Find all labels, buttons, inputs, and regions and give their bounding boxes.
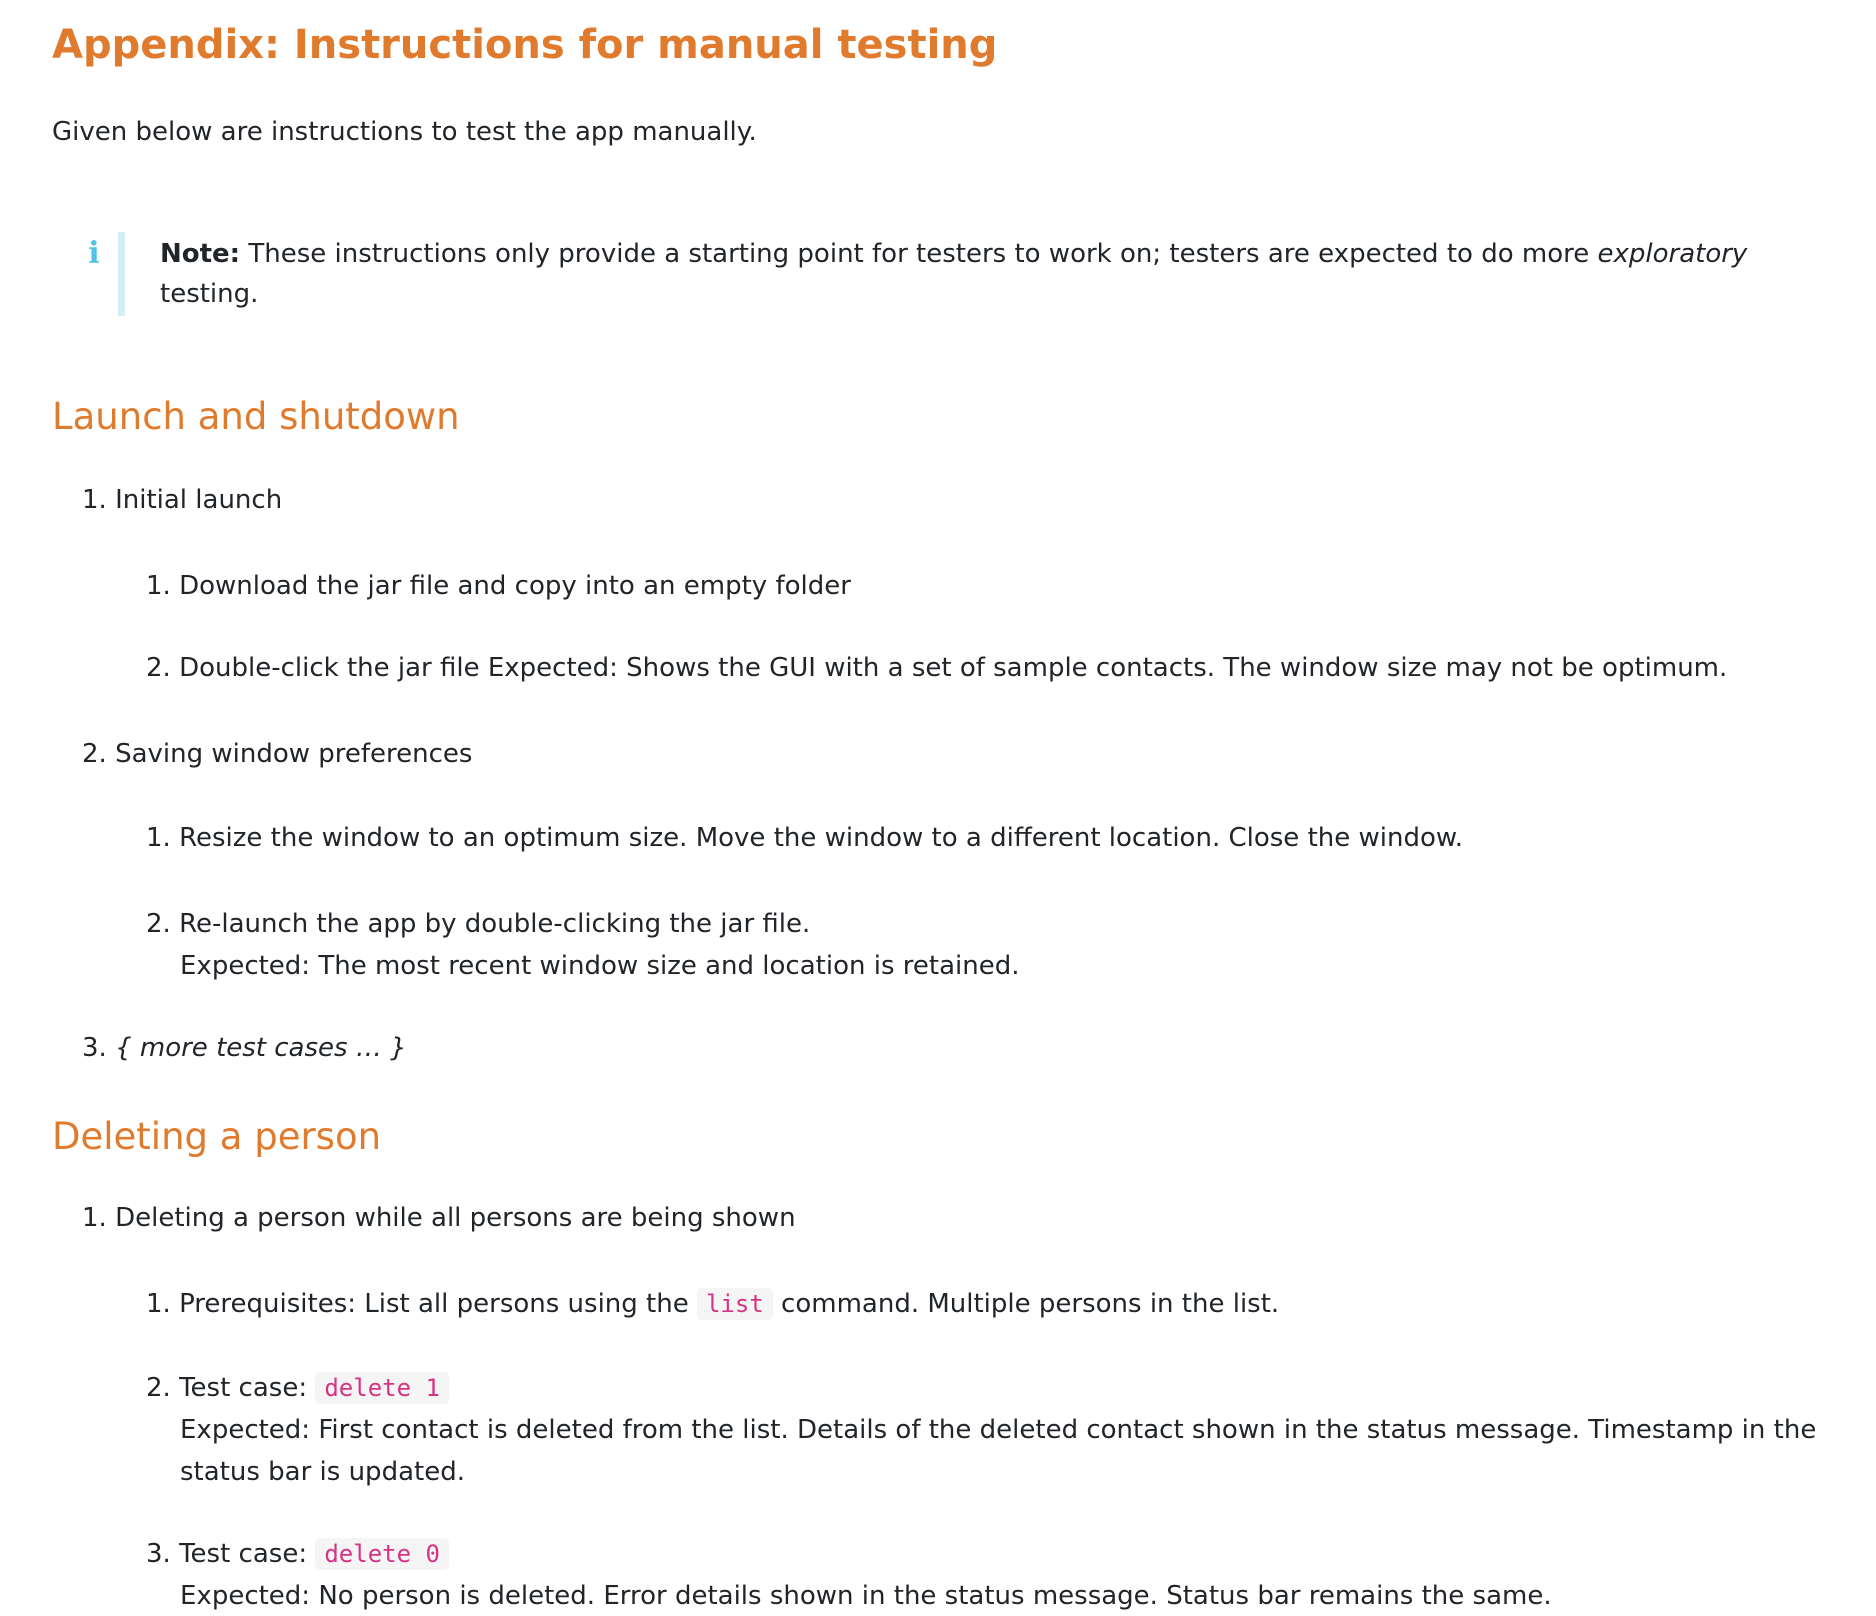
- expected-text: Expected: The most recent window size and location is retained.: [180, 951, 1020, 981]
- list-item: 2. Double-click the jar file Expected: Shows the GUI with a set of sample contacts. The window size may not be optimum.: [146, 653, 1728, 683]
- inline-code: list: [697, 1288, 773, 1320]
- page-title: Appendix: Instructions for manual testing: [52, 22, 998, 68]
- list-item: 2. Re-launch the app by double-clicking the jar file.: [146, 909, 811, 939]
- list-item: 1. Deleting a person while all persons are being shown: [82, 1203, 796, 1233]
- intro-paragraph: Given below are instructions to test the app manually.: [52, 117, 757, 147]
- list-item: 1. Prerequisites: List all persons using the list command. Multiple persons in the list.: [146, 1289, 1280, 1319]
- list-item: 3. Test case: delete 0: [146, 1534, 449, 1574]
- list-item-label: Saving window preferences: [115, 739, 473, 769]
- list-item-label: Deleting a person while all persons are being shown: [115, 1203, 796, 1233]
- note-line-2: testing.: [160, 279, 259, 309]
- callout-bar: [118, 232, 125, 316]
- list-item-label: Initial launch: [115, 485, 283, 515]
- info-icon: i: [88, 236, 100, 271]
- expected-text: Expected: No person is deleted. Error details shown in the status message. Status bar remains the same.: [180, 1581, 1552, 1611]
- note-line-1: [160, 234, 1747, 274]
- note-emphasis: exploratory: [1597, 239, 1748, 269]
- expected-text: status bar is updated.: [180, 1457, 465, 1487]
- inline-code: delete 1: [315, 1372, 449, 1404]
- inline-code: delete 0: [315, 1538, 449, 1570]
- list-item: 2. Test case: delete 1: [146, 1368, 449, 1408]
- note-text: These instructions only provide a starting point for testers to work on; testers are expected to do more: [248, 239, 1590, 269]
- list-item: 1. Download the jar file and copy into an empty folder: [146, 571, 851, 601]
- list-item: 1. Initial launch: [82, 485, 283, 515]
- expected-text: Expected: First contact is deleted from the list. Details of the deleted contact shown in the status message. Timestamp in the: [180, 1415, 1817, 1445]
- note-label: Note:: [160, 239, 241, 269]
- list-item: 1. Resize the window to an optimum size. Move the window to a different location. Close the window.: [146, 823, 1464, 853]
- list-item-label: { more test cases … }: [115, 1033, 407, 1063]
- section-heading-delete: Deleting a person: [52, 1115, 382, 1158]
- list-item: 3. { more test cases … }: [82, 1033, 407, 1063]
- list-item: 2. Saving window preferences: [82, 739, 473, 769]
- section-heading-launch: Launch and shutdown: [52, 395, 460, 438]
